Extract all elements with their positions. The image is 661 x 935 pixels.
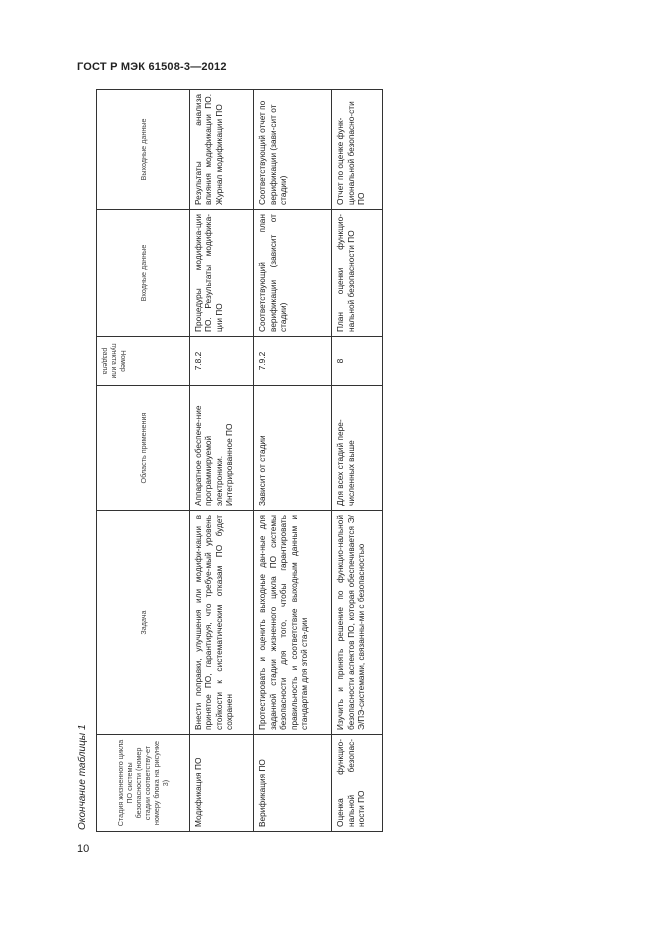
cell-stage: Верификация ПО (254, 735, 332, 832)
cell-inputs: План оценки функцио-нальной безопасности ПО (332, 210, 383, 337)
cell-task: Изучить и принять решение по функцио-нальной безопасности аспектов ПО, которая обеспечивается Э/Э/ПЭ-системами, связанны-ми с безопасностью (332, 511, 383, 735)
cell-outputs: Результаты анализа влияния модификации ПО. Журнал модификации ПО (190, 90, 254, 210)
cell-scope: Для всех стадий пере-численных выше (332, 386, 383, 511)
table-container (77, 90, 383, 832)
cell-inputs: Процедуры модифика-ции ПО. Результаты модифика-ции ПО (190, 210, 254, 337)
cell-scope: Зависит от стадии (254, 386, 332, 511)
table-row (332, 90, 383, 832)
cell-clause: 7.9.2 (254, 337, 332, 386)
header-clause (97, 337, 190, 386)
cell-stage: Оценка функцио-нальной безопас-ности ПО (332, 735, 383, 832)
header-outputs: Выходные данные (97, 90, 190, 210)
cell-task: Протестировать и оценить выходные дан-ные для заданной стадии жизненного цикла ПО системы безопасности для того, чтобы гарантировать правильность и соответствие выходным данным и стандартам для этой ста-дии (254, 511, 332, 735)
table-row (254, 90, 332, 832)
header-clause-label: Номер пункта или раздела (101, 343, 126, 379)
page-number: 10 (77, 843, 90, 855)
table-caption: Окончание таблицы 1 (77, 724, 88, 830)
cell-stage: Модификация ПО (190, 735, 254, 832)
cell-inputs: Соответствующий план верификации (зависит от стадии) (254, 210, 332, 337)
cell-clause: 7.8.2 (190, 337, 254, 386)
table-row (190, 90, 254, 832)
document-header: ГОСТ Р МЭК 61508-3—2012 (77, 61, 227, 73)
header-inputs: Входные данные (97, 210, 190, 337)
cell-clause: 8 (332, 337, 383, 386)
header-scope: Область применения (97, 386, 190, 511)
lifecycle-table (96, 89, 383, 832)
table-header-row (97, 90, 190, 832)
cell-scope: Аппаратное обеспече-ние программируемой электроники. Интегрированное ПО (190, 386, 254, 511)
cell-outputs: Отчет по оценке функ-циональной безопасно-сти ПО (332, 90, 383, 210)
cell-outputs: Соответствующий отчет по верификации (зави-сит от стадии) (254, 90, 332, 210)
cell-task: Внести поправки, улучшения или модифи-кации в принятое ПО, гарантируя, что требуе-мый уровень стойкости к систематическим отказам ПО будет сохранен (190, 511, 254, 735)
header-stage: Стадия жизненного цикла ПО системы безопасности (номер стадии соответству-ет номеру блока на рисунке 3) (97, 735, 190, 832)
rotated-table-area (77, 90, 383, 832)
header-task: Задача (97, 511, 190, 735)
